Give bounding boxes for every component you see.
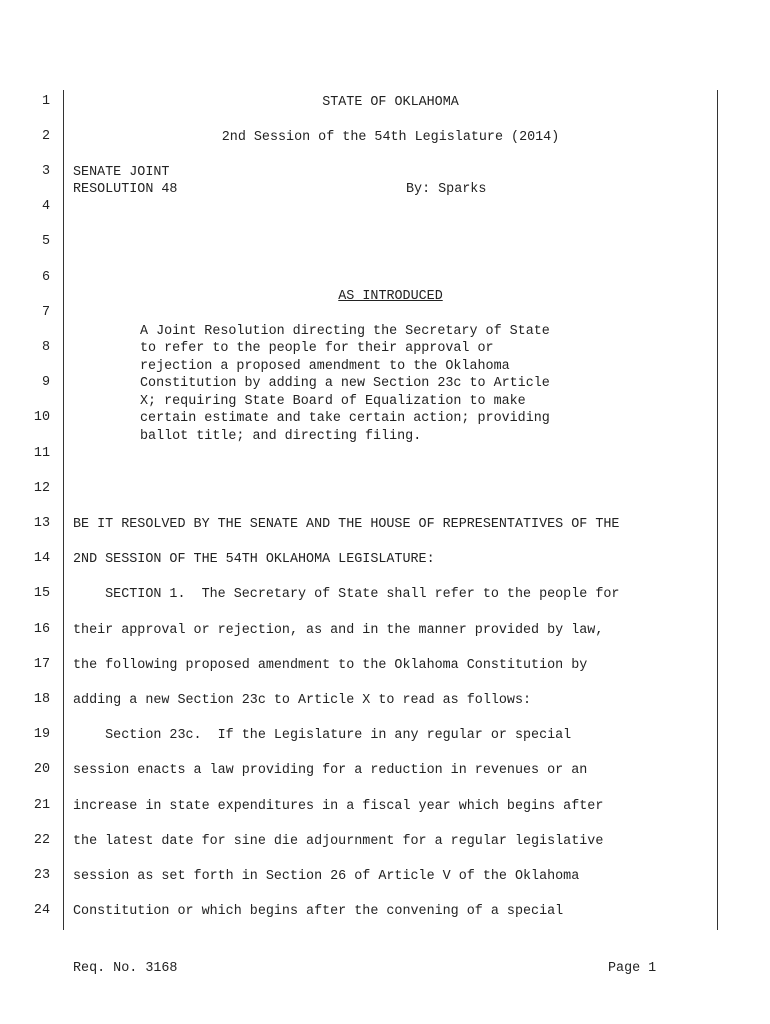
line-number: 8 — [41, 340, 50, 355]
line-number: 11 — [33, 446, 50, 461]
body-line: Section 23c. If the Legislature in any regular or special — [73, 728, 572, 743]
line-number: 10 — [33, 410, 50, 425]
line-number: 1 — [41, 94, 50, 109]
line-number: 16 — [33, 622, 50, 637]
line-number: 12 — [33, 481, 50, 496]
summary-line: A Joint Resolution directing the Secretary of State — [140, 324, 550, 339]
body-line: the following proposed amendment to the Oklahoma Constitution by — [73, 658, 588, 673]
body-line: the latest date for sine die adjournment for a regular legislative — [73, 834, 604, 849]
line-number: 22 — [33, 833, 50, 848]
line-number: 5 — [41, 234, 50, 249]
line-number: 6 — [41, 270, 50, 285]
body-line: 2ND SESSION OF THE 54TH OKLAHOMA LEGISLATURE: — [73, 552, 435, 567]
line-number: 7 — [41, 305, 50, 320]
request-number: Req. No. 3168 — [73, 961, 178, 976]
page-number: Page 1 — [608, 961, 657, 976]
line-number: 2 — [41, 129, 50, 144]
line-number: 3 — [41, 164, 50, 179]
line-number: 9 — [41, 375, 50, 390]
bill-author: By: Sparks — [406, 182, 487, 197]
line-number: 24 — [33, 903, 50, 918]
body-line: their approval or rejection, as and in the manner provided by law, — [73, 623, 604, 638]
line-number: 20 — [33, 762, 50, 777]
body-line: session enacts a law providing for a reduction in revenues or an — [73, 763, 588, 778]
body-line: BE IT RESOLVED BY THE SENATE AND THE HOUSE OF REPRESENTATIVES OF THE — [73, 517, 620, 532]
summary-line: X; requiring State Board of Equalization to make — [140, 394, 526, 409]
left-margin-rule — [63, 90, 64, 930]
bill-number: RESOLUTION 48 — [73, 182, 178, 197]
summary-line: certain estimate and take certain action; providing — [140, 411, 550, 426]
body-line: increase in state expenditures in a fiscal year which begins after — [73, 799, 604, 814]
summary-line: rejection a proposed amendment to the Oklahoma — [140, 359, 510, 374]
line-number: 19 — [33, 727, 50, 742]
line-number: 14 — [33, 551, 50, 566]
body-line: SECTION 1. The Secretary of State shall refer to the people for — [73, 587, 620, 602]
line-number: 15 — [33, 586, 50, 601]
session-heading: 2nd Session of the 54th Legislature (2014) — [221, 130, 560, 145]
line-number: 21 — [33, 798, 50, 813]
state-heading: STATE OF OKLAHOMA — [322, 95, 459, 110]
status-heading: AS INTRODUCED — [338, 289, 443, 304]
body-line: session as set forth in Section 26 of Article V of the Oklahoma — [73, 869, 580, 884]
line-number: 23 — [33, 868, 50, 883]
right-margin-rule — [717, 90, 718, 930]
line-number: 18 — [33, 692, 50, 707]
body-line: Constitution or which begins after the convening of a special — [73, 904, 564, 919]
line-number: 17 — [33, 657, 50, 672]
bill-type: SENATE JOINT — [73, 165, 170, 180]
summary-line: to refer to the people for their approval or — [140, 341, 494, 356]
body-line: adding a new Section 23c to Article X to read as follows: — [73, 693, 532, 708]
summary-line: Constitution by adding a new Section 23c to Article — [140, 376, 550, 391]
line-number: 13 — [33, 516, 50, 531]
line-number: 4 — [41, 199, 50, 214]
summary-line: ballot title; and directing filing. — [140, 429, 422, 444]
